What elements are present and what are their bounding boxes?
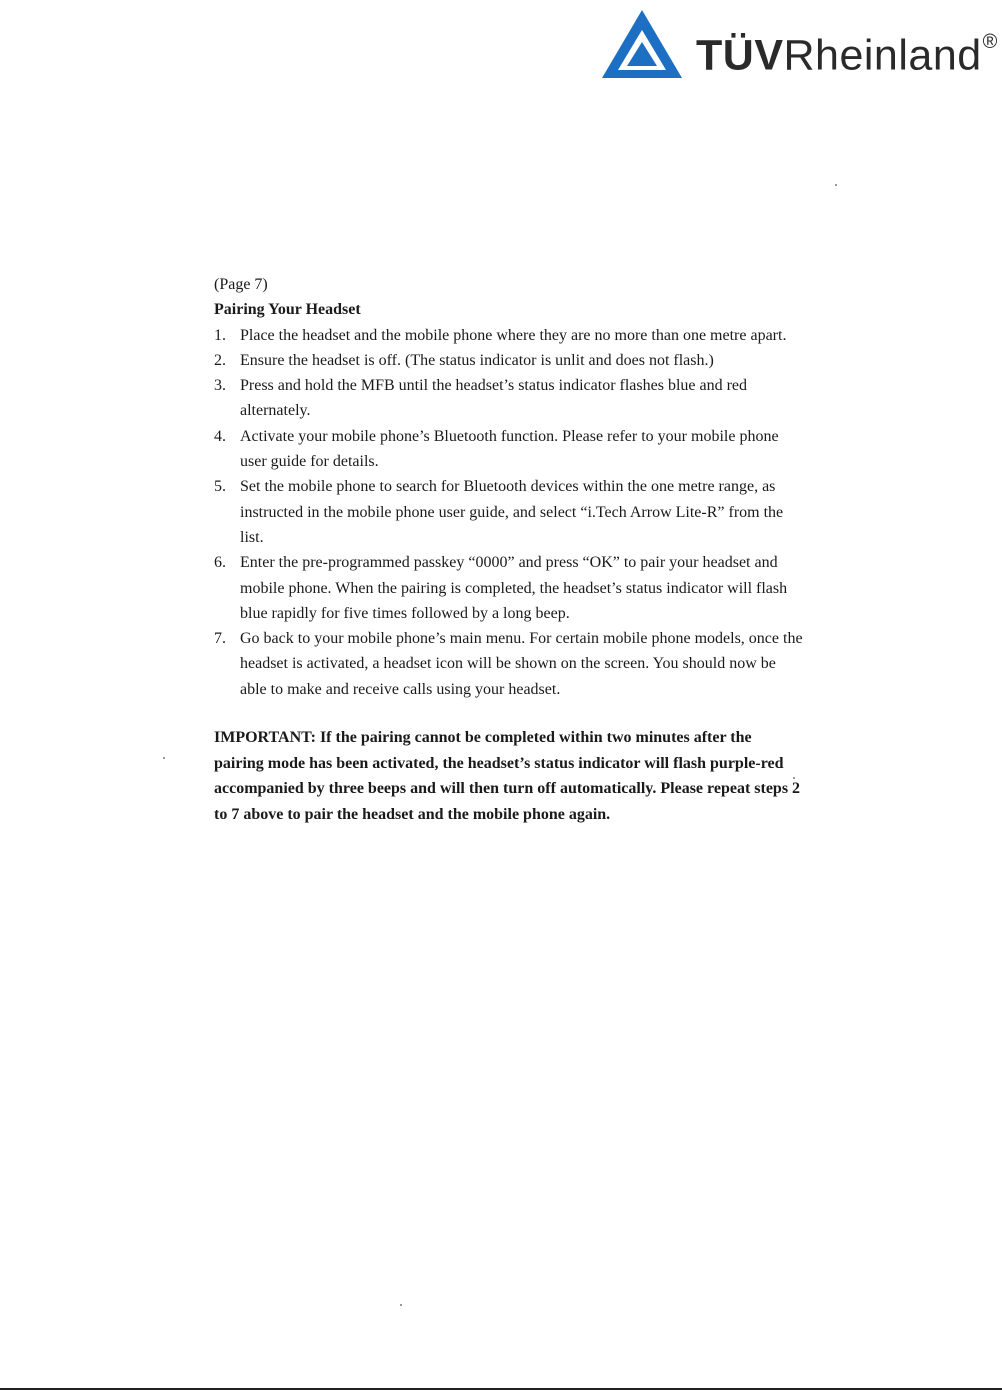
step-number: 5. (214, 478, 226, 496)
section-heading: Pairing Your Headset (214, 301, 361, 319)
registered-mark: ® (982, 31, 998, 53)
step-item (214, 550, 804, 626)
logo-wordmark (696, 20, 998, 83)
step-text: Activate your mobile phone’s Bluetooth function. Please refer to your mobile phone user guide for details. (240, 427, 779, 471)
step-text: Press and hold the MFB until the headset’s status indicator flashes blue and red alternately. (240, 377, 748, 420)
important-notice: IMPORTANT: If the pairing cannot be completed within two minutes after the pairing mode has been activated, the headset’s status indicator will flash purple-red accompanied by three beeps and will then turn off automatically. Please repeat steps 2 to 7 above to pair the headset and the mobile phone again. (214, 729, 801, 823)
step-number: 3. (214, 377, 226, 395)
step-number: 2. (214, 351, 226, 369)
pairing-steps-list (214, 323, 804, 702)
step-item (214, 348, 804, 373)
triangle-logo-icon (600, 8, 684, 80)
step-item (214, 373, 804, 424)
document-body (214, 272, 804, 827)
step-item (214, 323, 804, 348)
step-number: 1. (214, 326, 226, 344)
page-reference: (Page 7) (214, 276, 268, 293)
step-text: Set the mobile phone to search for Bluetooth devices within the one metre range, as instructed in the mobile phone user guide, and select “i.Tech Arrow Lite-R” from the list. (240, 478, 784, 546)
step-text: Place the headset and the mobile phone where they are no more than one metre apart. (240, 326, 787, 344)
step-item (214, 474, 804, 550)
step-number: 7. (214, 630, 226, 648)
scan-speck (400, 1304, 402, 1306)
step-item (214, 626, 804, 702)
scan-speck (163, 757, 165, 759)
step-item (214, 424, 804, 475)
scan-speck (835, 184, 837, 186)
step-number: 6. (214, 554, 226, 572)
logo-brand-rheinland: Rheinland (783, 31, 982, 80)
step-text: Go back to your mobile phone’s main menu. For certain mobile phone models, once the headset is activated, a headset icon will be shown on the screen. You should now be able to make and receive calls using your headset. (240, 630, 803, 698)
page-bottom-border (0, 1388, 1002, 1390)
step-number: 4. (214, 427, 226, 445)
step-text: Enter the pre-programmed passkey “0000” and press “OK” to pair your headset and mobile phone. When the pairing is completed, the headset’s status indicator will flash blue rapidly for five times followed by a long beep. (240, 554, 788, 622)
logo-brand-tuv: TÜV (696, 31, 784, 80)
tuv-rheinland-logo (600, 8, 1000, 80)
step-text: Ensure the headset is off. (The status indicator is unlit and does not flash.) (240, 351, 714, 369)
